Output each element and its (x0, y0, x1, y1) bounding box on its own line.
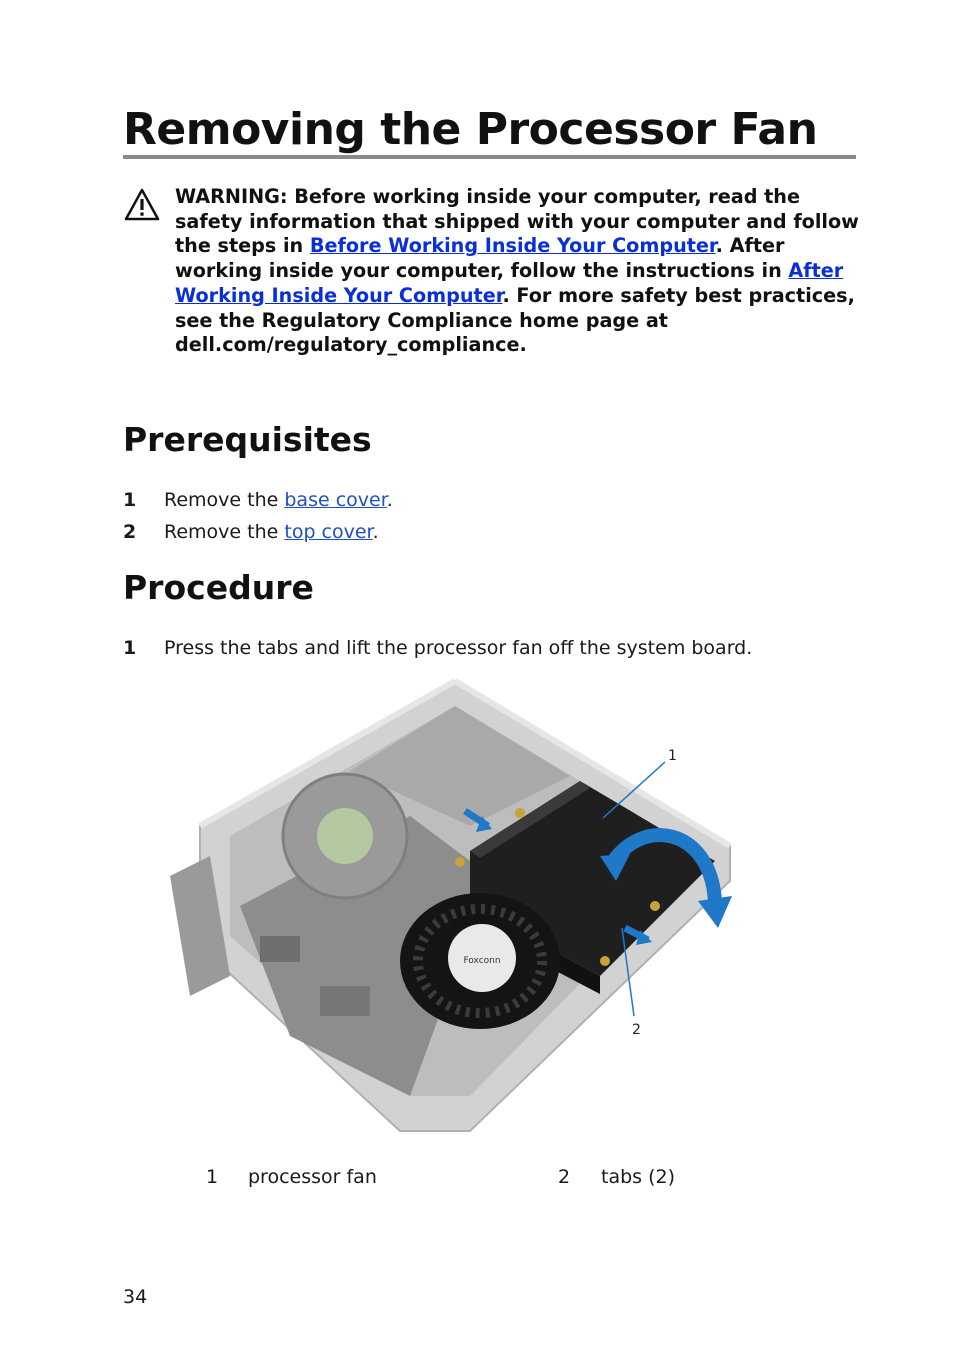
secondary-fan (283, 774, 407, 898)
callout-1: 1 (668, 748, 677, 764)
step-text: Remove the (164, 521, 285, 543)
step-number: 1 (123, 489, 137, 511)
warning-mid: . After working inside your computer, follow the instructions in (175, 234, 789, 283)
warning-text (175, 185, 865, 358)
after-working-link[interactable]: After Working Inside Your Computer (175, 259, 844, 307)
before-working-link[interactable]: Before Working Inside Your Computer (309, 234, 716, 258)
page-title: Removing the Processor Fan (123, 104, 818, 155)
step-text: Press the tabs and lift the processor fan off the system board. (164, 637, 753, 659)
warning-tail: . For more safety best practices, see the Regulatory Compliance home page at dell.com/regulatory_compliance. (175, 283, 855, 357)
prerequisites-heading: Prerequisites (123, 420, 372, 459)
legend-label: processor fan (248, 1166, 377, 1188)
callout-2: 2 (632, 1022, 641, 1038)
processor-fan-illustration (170, 676, 750, 1146)
warning-triangle-icon (123, 187, 161, 223)
procedure-heading: Procedure (123, 568, 314, 607)
step-punct: . (372, 521, 379, 543)
page-number: 34 (123, 1286, 148, 1308)
title-divider (123, 155, 856, 159)
legend-label: tabs (2) (601, 1166, 676, 1188)
legend-number: 1 (206, 1166, 219, 1188)
warning-lead: WARNING: Before working inside your computer, read the safety information that shipped with your computer and follow the steps in (175, 185, 859, 258)
step-number: 2 (123, 521, 137, 543)
step-number: 1 (123, 637, 137, 659)
step-punct: . (386, 489, 393, 511)
top-cover-link[interactable]: top cover (284, 521, 373, 543)
base-cover-link[interactable]: base cover (284, 489, 387, 511)
step-text: Remove the (164, 489, 285, 511)
legend-number: 2 (558, 1166, 571, 1188)
fan-label-text: Foxconn (463, 956, 501, 966)
